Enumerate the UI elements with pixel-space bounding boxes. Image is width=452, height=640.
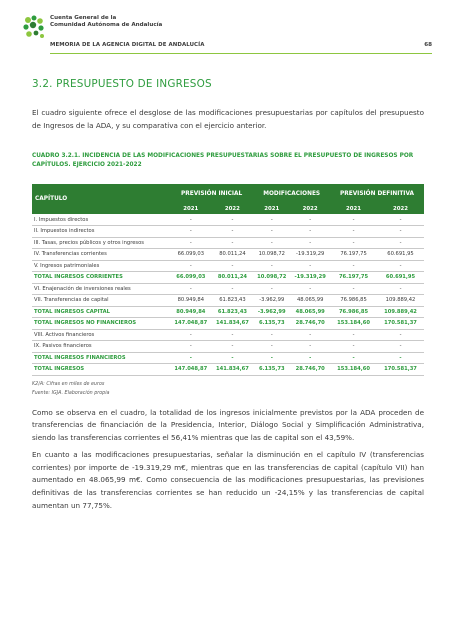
row-value: -: [253, 283, 290, 295]
row-value: 76.986,85: [330, 306, 377, 318]
header-year: 2021: [330, 204, 377, 214]
row-value: 48.065,99: [290, 306, 330, 318]
row-value: 109.889,42: [377, 295, 424, 307]
row-value: -: [290, 260, 330, 272]
row-value: -3.962,99: [253, 295, 290, 307]
logo-icon: [20, 14, 48, 42]
header-divider: [50, 53, 432, 54]
header-year: 2021: [170, 204, 212, 214]
row-value: 147.048,87: [170, 364, 212, 376]
table-note-units: K2/A: Cifras en miles de euros: [32, 381, 105, 387]
row-value: -: [377, 283, 424, 295]
row-concept: II. Impuestos indirectos: [32, 226, 170, 238]
row-value: -: [290, 237, 330, 249]
row-value: -: [212, 341, 254, 353]
body-paragraph-1: Como se observa en el cuadro, la totalidad de los ingresos inicialmente previstos por la ADA proceden de transferencias de financiación de la Presidencia, Interior, Diálogo Social y Simplificación Administrativa, siendo las transferencias corrientes el 56,41% mientras que las de capital son el 43,59%.: [32, 407, 424, 442]
row-concept: IV. Transferencias corrientes: [32, 249, 170, 261]
row-value: -: [170, 237, 212, 249]
row-value: 153.184,60: [330, 318, 377, 330]
row-value: 28.746,70: [290, 364, 330, 376]
row-value: -: [170, 329, 212, 341]
body-paragraph-2: En cuanto a las modificaciones presupuestarias, señalar la disminución en el capítulo IV (transferencias corrientes) por importe de -19.319,29 m€, mientras que en las transferencias de capital (capítulo VII) han aumentado en 48.065,99 m€. Como consecuencia de las modificaciones presupuestarias, las previsiones definitivas de las transferencias corrientes se han reducido un -24,15% y las transferencias de capital aumentan un 77,75%.: [32, 450, 424, 510]
row-concept: IX. Pasivos financieros: [32, 341, 170, 353]
row-value: 61.823,43: [212, 295, 254, 307]
row-concept: I. Impuestos directos: [32, 214, 170, 226]
row-value: -: [212, 260, 254, 272]
row-value: 76.197,75: [330, 249, 377, 261]
row-value: -: [212, 329, 254, 341]
table-total-row: [32, 318, 424, 330]
row-value: -: [253, 237, 290, 249]
table-total-row: [32, 364, 424, 376]
row-value: -: [290, 352, 330, 364]
header-year: 2022: [377, 204, 424, 214]
page-number: 68: [424, 42, 432, 48]
row-value: -: [377, 352, 424, 364]
row-value: -: [377, 341, 424, 353]
row-value: -: [253, 329, 290, 341]
row-value: -: [170, 341, 212, 353]
header-year: 2022: [290, 204, 330, 214]
row-value: 147.048,87: [170, 318, 212, 330]
table-body: [32, 214, 424, 375]
row-value: -: [212, 283, 254, 295]
table-row: [32, 295, 424, 307]
row-value: -: [170, 226, 212, 238]
row-value: -: [253, 352, 290, 364]
row-value: -: [377, 237, 424, 249]
row-value: 170.581,37: [377, 318, 424, 330]
budget-table: [32, 184, 424, 376]
row-value: 76.197,75: [330, 272, 377, 284]
table-header-row: [32, 184, 424, 204]
table-row: [32, 226, 424, 238]
row-value: -: [290, 329, 330, 341]
row-value: -: [330, 226, 377, 238]
header-year: 2022: [212, 204, 254, 214]
row-value: 10.098,72: [253, 249, 290, 261]
row-value: 66.099,03: [170, 249, 212, 261]
row-value: 141.834,67: [212, 318, 254, 330]
row-value: -: [170, 283, 212, 295]
row-value: -: [330, 260, 377, 272]
table-row: [32, 260, 424, 272]
row-value: 141.834,67: [212, 364, 254, 376]
table-note-source: Fuente: IGJA. Elaboración propia: [32, 390, 110, 396]
row-value: -: [212, 237, 254, 249]
row-value: 6.135,73: [253, 318, 290, 330]
row-value: -3.962,99: [253, 306, 290, 318]
table-row: [32, 237, 424, 249]
row-value: 60.691,95: [377, 249, 424, 261]
table-row: [32, 214, 424, 226]
budget-table-container: [32, 184, 424, 376]
header-year: 2021: [253, 204, 290, 214]
header-prevision-definitiva: PREVISIÓN DEFINITIVA: [330, 184, 424, 204]
row-value: -19.319,29: [290, 272, 330, 284]
row-concept: V. Ingresos patrimoniales: [32, 260, 170, 272]
row-value: -: [377, 260, 424, 272]
table-total-row: [32, 352, 424, 364]
row-value: -: [212, 226, 254, 238]
row-value: 10.098,72: [253, 272, 290, 284]
row-value: 48.065,99: [290, 295, 330, 307]
row-concept: VI. Enajenación de inversiones reales: [32, 283, 170, 295]
row-value: -: [253, 226, 290, 238]
page-header: [20, 14, 432, 58]
table-total-row: [32, 272, 424, 284]
row-value: 170.581,37: [377, 364, 424, 376]
row-concept: TOTAL INGRESOS: [32, 364, 170, 376]
row-value: -: [170, 352, 212, 364]
row-value: -: [253, 341, 290, 353]
row-value: -: [290, 341, 330, 353]
row-concept: TOTAL INGRESOS NO FINANCIEROS: [32, 318, 170, 330]
row-value: -: [377, 226, 424, 238]
row-value: 153.184,60: [330, 364, 377, 376]
row-value: 6.135,73: [253, 364, 290, 376]
row-value: 80.949,84: [170, 295, 212, 307]
row-value: -: [290, 226, 330, 238]
row-value: -: [330, 352, 377, 364]
row-value: -: [170, 214, 212, 226]
row-value: -: [253, 214, 290, 226]
table-row: [32, 329, 424, 341]
row-value: -: [377, 329, 424, 341]
section-title: 3.2. PRESUPUESTO DE INGRESOS: [32, 78, 212, 90]
row-value: -: [330, 341, 377, 353]
row-concept: TOTAL INGRESOS CORRIENTES: [32, 272, 170, 284]
row-value: 109.889,42: [377, 306, 424, 318]
organization-name: [50, 15, 162, 29]
row-value: -: [290, 283, 330, 295]
table-row: [32, 283, 424, 295]
row-value: -19.319,29: [290, 249, 330, 261]
row-value: 80.011,24: [212, 272, 254, 284]
row-value: 60.691,95: [377, 272, 424, 284]
row-value: -: [377, 214, 424, 226]
table-total-row: [32, 306, 424, 318]
header-capitulo: CAPÍTULO: [32, 184, 170, 214]
table-row: [32, 341, 424, 353]
row-value: -: [212, 214, 254, 226]
row-concept: III. Tasas, precios públicos y otros ingresos: [32, 237, 170, 249]
row-value: 61.823,43: [212, 306, 254, 318]
row-value: 28.746,70: [290, 318, 330, 330]
row-value: -: [330, 283, 377, 295]
row-value: -: [330, 237, 377, 249]
header-prevision-inicial: PREVISIÓN INICIAL: [170, 184, 253, 204]
row-concept: VII. Transferencias de capital: [32, 295, 170, 307]
row-value: 80.011,24: [212, 249, 254, 261]
section-intro: El cuadro siguiente ofrece el desglose de las modificaciones presupuestarias por capítulos del presupuesto de Ingresos de la ADA, y su comparativa con el ejercicio anterior.: [32, 108, 424, 130]
row-value: -: [170, 260, 212, 272]
row-concept: TOTAL INGRESOS FINANCIEROS: [32, 352, 170, 364]
row-value: -: [212, 352, 254, 364]
org-line-1: Cuenta General de la: [50, 15, 117, 21]
row-concept: TOTAL INGRESOS CAPITAL: [32, 306, 170, 318]
row-concept: VIII. Activos financieros: [32, 329, 170, 341]
row-value: -: [290, 214, 330, 226]
row-value: -: [330, 214, 377, 226]
table-title: CUADRO 3.2.1. INCIDENCIA DE LAS MODIFICACIONES PRESUPUESTARIAS SOBRE EL PRESUPUESTO DE INGRESOS POR CAPÍTULOS. EJERCICIO 2021-2022: [32, 153, 414, 168]
document-subtitle: MEMORIA DE LA AGENCIA DIGITAL DE ANDALUCÍA: [50, 42, 205, 48]
row-value: -: [330, 329, 377, 341]
header-modificaciones: MODIFICACIONES: [253, 184, 330, 204]
org-line-2: Comunidad Autónoma de Andalucía: [50, 22, 163, 28]
row-value: 76.986,85: [330, 295, 377, 307]
table-row: [32, 249, 424, 261]
row-value: 66.099,03: [170, 272, 212, 284]
row-value: -: [253, 260, 290, 272]
row-value: 80.949,84: [170, 306, 212, 318]
